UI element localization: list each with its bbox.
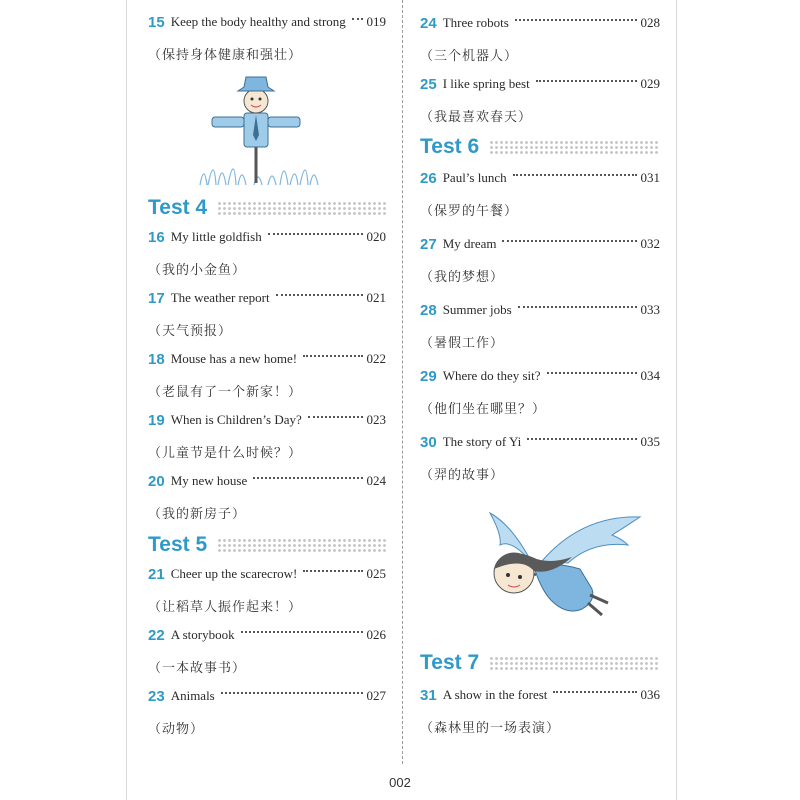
entry-page: 020 bbox=[366, 229, 386, 244]
entry-number: 31 bbox=[420, 686, 437, 704]
entry-title: Three robots bbox=[442, 15, 509, 30]
entry-number: 23 bbox=[148, 687, 165, 705]
toc-entry-24[interactable] bbox=[420, 11, 660, 73]
toc-entry-21[interactable] bbox=[148, 562, 386, 624]
entry-chinese-title: （天气预报） bbox=[148, 324, 233, 339]
page-edge-left bbox=[126, 0, 127, 800]
entry-chinese-title: （森林里的一场表演） bbox=[420, 721, 561, 736]
entry-chinese-title: （我的小金鱼） bbox=[148, 263, 247, 278]
entry-title: Cheer up the scarecrow! bbox=[170, 566, 298, 581]
entry-title: Keep the body healthy and strong bbox=[170, 14, 346, 29]
dot-leader bbox=[276, 294, 363, 296]
test-label: Test 6 bbox=[420, 135, 480, 158]
dot-leader bbox=[303, 570, 362, 572]
toc-entry-29[interactable] bbox=[420, 364, 660, 426]
entry-chinese-title: （我的新房子） bbox=[148, 507, 247, 522]
toc-entry-31[interactable] bbox=[420, 683, 660, 745]
entry-page: 024 bbox=[366, 473, 386, 488]
entry-page: 026 bbox=[366, 627, 386, 642]
heading-dot-band bbox=[217, 201, 386, 215]
entry-number: 20 bbox=[148, 472, 165, 490]
test-label: Test 5 bbox=[148, 533, 208, 556]
entry-title: The story of Yi bbox=[442, 434, 522, 449]
toc-entry-25[interactable] bbox=[420, 72, 660, 134]
entry-number: 28 bbox=[420, 301, 437, 319]
entry-page: 025 bbox=[366, 566, 386, 581]
test-6-heading bbox=[420, 133, 660, 161]
entry-number: 15 bbox=[148, 13, 165, 31]
test-label: Test 7 bbox=[420, 651, 480, 674]
dot-leader bbox=[241, 631, 363, 633]
entry-number: 21 bbox=[148, 565, 165, 583]
entry-number: 24 bbox=[420, 14, 437, 32]
toc-entry-23[interactable] bbox=[148, 684, 386, 746]
entry-number: 22 bbox=[148, 626, 165, 644]
toc-entry-28[interactable] bbox=[420, 298, 660, 360]
dot-leader bbox=[527, 438, 636, 440]
entry-page: 029 bbox=[640, 76, 660, 91]
entry-page: 019 bbox=[366, 14, 386, 29]
entry-page: 031 bbox=[640, 170, 660, 185]
entry-page: 033 bbox=[640, 302, 660, 317]
toc-entry-17[interactable] bbox=[148, 286, 386, 348]
entry-title: Paul’s lunch bbox=[442, 170, 507, 185]
toc-entry-30[interactable] bbox=[420, 430, 660, 492]
page-edge-right bbox=[676, 0, 677, 800]
dot-leader bbox=[536, 80, 637, 82]
entry-page: 028 bbox=[640, 15, 660, 30]
entry-page: 034 bbox=[640, 368, 660, 383]
entry-title: Summer jobs bbox=[442, 302, 512, 317]
entry-number: 29 bbox=[420, 367, 437, 385]
entry-page: 022 bbox=[366, 351, 386, 366]
entry-chinese-title: （三个机器人） bbox=[420, 49, 519, 64]
toc-entry-22[interactable] bbox=[148, 623, 386, 685]
entry-number: 25 bbox=[420, 75, 437, 93]
scarecrow-illustration bbox=[198, 75, 320, 190]
dot-leader bbox=[308, 416, 363, 418]
heading-dot-band bbox=[489, 656, 660, 670]
entry-title: Where do they sit? bbox=[442, 368, 541, 383]
entry-number: 19 bbox=[148, 411, 165, 429]
entry-chinese-title: （一本故事书） bbox=[148, 661, 247, 676]
test-4-heading bbox=[148, 194, 386, 222]
page-number: 002 bbox=[389, 775, 411, 790]
entry-title: Mouse has a new home! bbox=[170, 351, 298, 366]
entry-title: My little goldfish bbox=[170, 229, 262, 244]
dot-leader bbox=[268, 233, 363, 235]
column-divider bbox=[402, 0, 403, 764]
toc-entry-19[interactable] bbox=[148, 408, 386, 470]
heading-dot-band bbox=[217, 538, 386, 552]
entry-chinese-title: （暑假工作） bbox=[420, 336, 505, 351]
entry-number: 27 bbox=[420, 235, 437, 253]
dot-leader bbox=[253, 477, 362, 479]
test-7-heading bbox=[420, 649, 660, 677]
entry-title: The weather report bbox=[170, 290, 270, 305]
entry-page: 023 bbox=[366, 412, 386, 427]
dot-leader bbox=[553, 691, 636, 693]
entry-number: 26 bbox=[420, 169, 437, 187]
toc-entry-18[interactable] bbox=[148, 347, 386, 409]
toc-entry-20[interactable] bbox=[148, 469, 386, 531]
entry-chinese-title: （让稻草人振作起来！） bbox=[148, 600, 303, 615]
entry-page: 036 bbox=[640, 687, 660, 702]
dot-leader bbox=[547, 372, 637, 374]
entry-chinese-title: （保持身体健康和强壮） bbox=[148, 48, 303, 63]
dot-leader bbox=[303, 355, 362, 357]
flying-girl-illustration bbox=[472, 505, 644, 625]
dot-leader bbox=[515, 19, 637, 21]
entry-number: 17 bbox=[148, 289, 165, 307]
entry-chinese-title: （动物） bbox=[148, 722, 205, 737]
toc-entry-16[interactable] bbox=[148, 225, 386, 287]
test-5-heading bbox=[148, 531, 386, 559]
test-label: Test 4 bbox=[148, 196, 208, 219]
entry-chinese-title: （羿的故事） bbox=[420, 468, 505, 483]
entry-number: 18 bbox=[148, 350, 165, 368]
dot-leader bbox=[513, 174, 637, 176]
entry-page: 032 bbox=[640, 236, 660, 251]
entry-chinese-title: （保罗的午餐） bbox=[420, 204, 519, 219]
entry-title: I like spring best bbox=[442, 76, 530, 91]
entry-chinese-title: （老鼠有了一个新家！） bbox=[148, 385, 303, 400]
entry-number: 30 bbox=[420, 433, 437, 451]
dot-leader bbox=[352, 18, 363, 20]
entry-number: 16 bbox=[148, 228, 165, 246]
toc-entry-27[interactable] bbox=[420, 232, 660, 294]
toc-entry-15[interactable] bbox=[148, 10, 386, 72]
entry-title: My dream bbox=[442, 236, 497, 251]
entry-title: When is Children’s Day? bbox=[170, 412, 302, 427]
entry-chinese-title: （他们坐在哪里？） bbox=[420, 402, 547, 417]
entry-title: A show in the forest bbox=[442, 687, 548, 702]
entry-title: My new house bbox=[170, 473, 248, 488]
dot-leader bbox=[221, 692, 363, 694]
entry-title: A storybook bbox=[170, 627, 235, 642]
entry-page: 035 bbox=[640, 434, 660, 449]
entry-page: 021 bbox=[366, 290, 386, 305]
dot-leader bbox=[502, 240, 636, 242]
toc-entry-26[interactable] bbox=[420, 166, 660, 228]
entry-chinese-title: （我最喜欢春天） bbox=[420, 110, 533, 125]
entry-chinese-title: （儿童节是什么时候？） bbox=[148, 446, 303, 461]
heading-dot-band bbox=[489, 140, 660, 154]
entry-page: 027 bbox=[366, 688, 386, 703]
dot-leader bbox=[518, 306, 637, 308]
entry-title: Animals bbox=[170, 688, 215, 703]
entry-chinese-title: （我的梦想） bbox=[420, 270, 505, 285]
